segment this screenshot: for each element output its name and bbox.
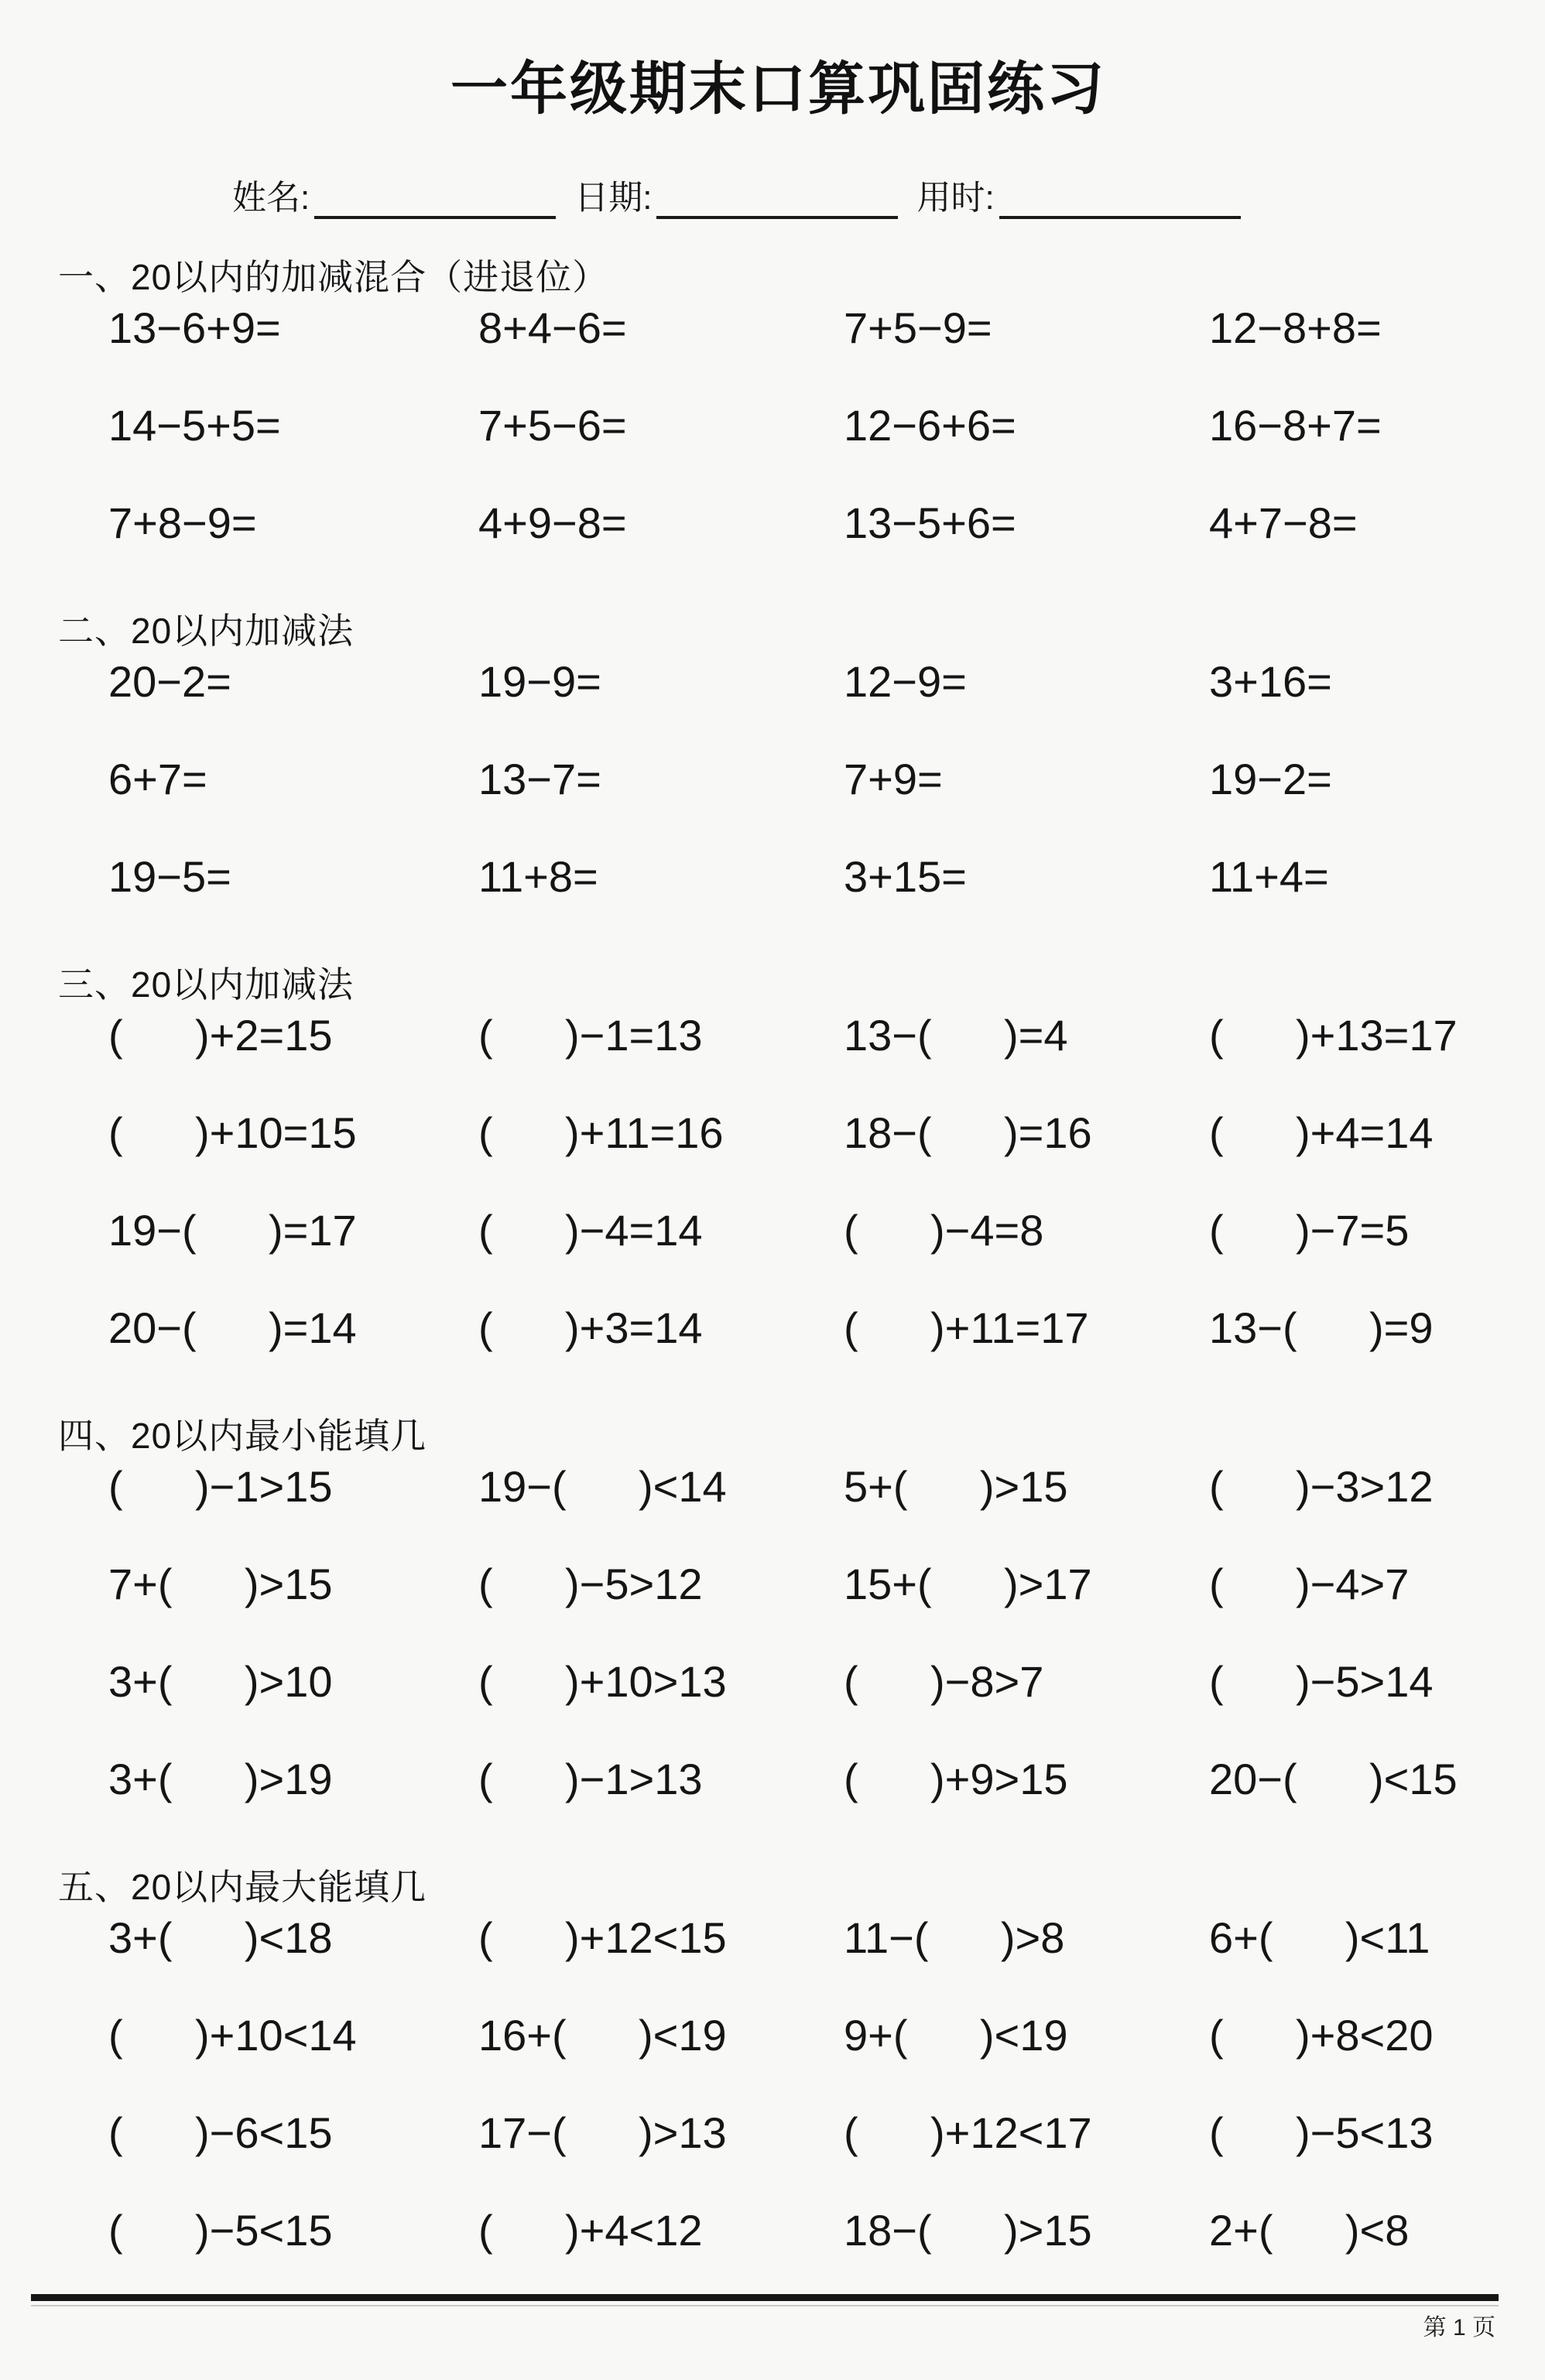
problem: ( )−8>7 — [844, 1657, 1044, 1706]
problem: 17−( )>13 — [478, 2108, 727, 2157]
problem: ( )−4=8 — [844, 1206, 1044, 1255]
problem-row — [108, 1011, 1499, 1060]
problem: 12−6+6= — [844, 401, 1016, 450]
problem: ( )−5>14 — [1209, 1657, 1434, 1706]
problem: 7+5−6= — [478, 401, 627, 450]
section-heading: 五、20以内最大能填几 — [58, 1867, 427, 1907]
problem: 13−( )=4 — [844, 1011, 1068, 1060]
problem: 13−6+9= — [108, 303, 281, 352]
problem: 13−7= — [478, 755, 601, 803]
date-blank-line — [656, 183, 898, 219]
problem: 7+9= — [844, 755, 943, 803]
problem: 3+( )>19 — [108, 1755, 333, 1803]
problem: 6+7= — [108, 755, 207, 803]
problem: 11+4= — [1209, 852, 1329, 901]
meta-row — [232, 176, 1499, 219]
section-heading: 二、20以内加减法 — [58, 611, 355, 651]
problem: 11−( )>8 — [844, 1913, 1065, 1962]
problem: ( )+10=15 — [108, 1108, 357, 1157]
problem: 19−( )<14 — [478, 1462, 727, 1511]
problem: 18−( )=16 — [844, 1108, 1092, 1157]
problem: ( )+9>15 — [844, 1755, 1068, 1803]
section-heading: 一、20以内的加减混合（进退位） — [58, 257, 609, 297]
sections-container — [58, 256, 1499, 2255]
problem: ( )+13=17 — [1209, 1011, 1458, 1060]
section-1 — [58, 256, 1499, 548]
problem: ( )−1>15 — [108, 1462, 333, 1511]
problem: ( )−7=5 — [1209, 1206, 1410, 1255]
section-4 — [58, 1415, 1499, 1804]
problem: 5+( )>15 — [844, 1462, 1068, 1511]
problem: 11+8= — [478, 852, 598, 901]
problem-row — [108, 1206, 1499, 1255]
problem: ( )−3>12 — [1209, 1462, 1434, 1511]
worksheet-title: 一年级期末口算巩固练习 — [450, 57, 1106, 121]
problem: ( )+2=15 — [108, 1011, 333, 1060]
time-used-field — [916, 176, 1240, 219]
problem: 16−8+7= — [1209, 401, 1382, 450]
problem: ( )+11=17 — [844, 1303, 1089, 1352]
problem-row — [108, 1913, 1499, 1963]
problem-row — [108, 2108, 1499, 2158]
problem-row — [108, 852, 1499, 902]
problem: 13−( )=9 — [1209, 1303, 1434, 1352]
problem: 3+16= — [1209, 657, 1332, 706]
section-heading: 四、20以内最小能填几 — [58, 1416, 427, 1456]
problem: 12−9= — [844, 657, 967, 706]
problem: ( )+3=14 — [478, 1303, 703, 1352]
problem: 7+5−9= — [844, 303, 992, 352]
problem: 19−5= — [108, 852, 231, 901]
problem: 18−( )>15 — [844, 2206, 1092, 2255]
problem: 20−( )=14 — [108, 1303, 357, 1352]
problem: ( )+12<15 — [478, 1913, 727, 1962]
problem: 9+( )<19 — [844, 2011, 1068, 2060]
problem: ( )+8<20 — [1209, 2011, 1434, 2060]
problem: 3+( )>10 — [108, 1657, 333, 1706]
problem: ( )−5<15 — [108, 2206, 333, 2255]
problem-row — [108, 498, 1499, 548]
problem-row — [108, 2011, 1499, 2060]
problem: 13−5+6= — [844, 498, 1016, 547]
problem: 12−8+8= — [1209, 303, 1382, 352]
problem: 19−2= — [1209, 755, 1332, 803]
problem: 16+( )<19 — [478, 2011, 727, 2060]
problem: 4+7−8= — [1209, 498, 1358, 547]
problem: 19−( )=17 — [108, 1206, 357, 1255]
problem-row — [108, 1560, 1499, 1609]
section-3 — [58, 964, 1499, 1353]
page-number: 第 1 页 — [1423, 2315, 1495, 2341]
name-field — [232, 176, 556, 219]
page-footer — [31, 2294, 1499, 2342]
problem-row — [108, 303, 1499, 353]
problem: ( )+11=16 — [478, 1108, 724, 1157]
problem-row — [108, 1108, 1499, 1158]
problem: 14−5+5= — [108, 401, 281, 450]
problem: 20−2= — [108, 657, 231, 706]
section-5 — [58, 1866, 1499, 2255]
problem: ( )+4<12 — [478, 2206, 703, 2255]
date-field — [574, 176, 898, 219]
footer-rule-thick — [31, 2294, 1499, 2301]
problem: 6+( )<11 — [1209, 1913, 1430, 1962]
problem-row — [108, 1755, 1499, 1804]
problem-row — [108, 1657, 1499, 1707]
problem: ( )−5>12 — [478, 1560, 703, 1608]
footer-rule-thin — [31, 2305, 1499, 2306]
problem-row — [108, 1462, 1499, 1512]
problem: 3+15= — [844, 852, 967, 901]
problem: 2+( )<8 — [1209, 2206, 1410, 2255]
time-used-blank-line — [999, 183, 1241, 219]
name-label: 姓名: — [232, 179, 310, 217]
problem: ( )−4=14 — [478, 1206, 703, 1255]
problem-row — [108, 755, 1499, 804]
problem: 15+( )>17 — [844, 1560, 1092, 1608]
name-blank-line — [314, 183, 556, 219]
problem: 7+8−9= — [108, 498, 257, 547]
problem-row — [108, 1303, 1499, 1353]
problem: 8+4−6= — [478, 303, 627, 352]
problem: ( )−5<13 — [1209, 2108, 1434, 2157]
problem-row — [108, 2206, 1499, 2255]
problem: ( )+10>13 — [478, 1657, 727, 1706]
date-label: 日期: — [574, 179, 653, 217]
problem: ( )+12<17 — [844, 2108, 1092, 2157]
problem: 19−9= — [478, 657, 601, 706]
problem: ( )+10<14 — [108, 2011, 357, 2060]
time-used-label: 用时: — [916, 179, 995, 217]
problem: 20−( )<15 — [1209, 1755, 1458, 1803]
problem: 7+( )>15 — [108, 1560, 333, 1608]
problem: ( )−4>7 — [1209, 1560, 1410, 1608]
section-heading: 三、20以内加减法 — [58, 964, 355, 1005]
problem: 3+( )<18 — [108, 1913, 333, 1962]
problem: ( )−1>13 — [478, 1755, 703, 1803]
problem-row — [108, 657, 1499, 707]
problem: ( )−1=13 — [478, 1011, 703, 1060]
problem: ( )−6<15 — [108, 2108, 333, 2157]
section-2 — [58, 610, 1499, 902]
problem: 4+9−8= — [478, 498, 627, 547]
problem: ( )+4=14 — [1209, 1108, 1434, 1157]
problem-row — [108, 401, 1499, 450]
